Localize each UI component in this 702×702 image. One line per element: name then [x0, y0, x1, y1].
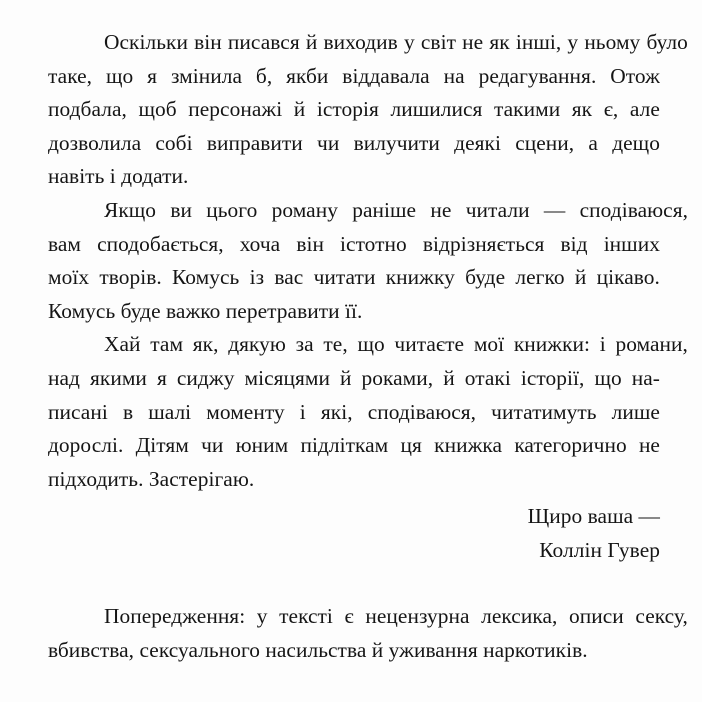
word: Дітям	[135, 433, 189, 458]
word: інших	[603, 231, 660, 256]
word: що	[357, 332, 385, 357]
word: як,	[192, 332, 219, 357]
word: вас	[274, 265, 304, 290]
text-line	[76, 26, 688, 60]
text-line	[76, 600, 688, 634]
text-line	[48, 228, 660, 262]
word: такими	[493, 97, 561, 122]
word: цього	[206, 197, 258, 222]
word: читати	[313, 265, 376, 290]
word: як	[489, 30, 510, 54]
word: —	[543, 197, 566, 222]
word: від	[560, 231, 588, 256]
word: підліткам	[300, 433, 389, 458]
word: він	[296, 231, 324, 256]
text-line	[48, 396, 660, 430]
text-line	[48, 429, 660, 463]
word: світ	[420, 30, 456, 54]
word: ця	[400, 433, 422, 458]
text-line	[76, 328, 688, 362]
text-line	[48, 127, 660, 161]
text-line	[48, 261, 660, 295]
word: легко	[515, 265, 565, 290]
text-line	[48, 60, 660, 94]
word: б,	[255, 63, 273, 88]
word: те,	[323, 332, 348, 357]
word: романи,	[615, 332, 688, 357]
word: сподіваюся,	[579, 197, 688, 222]
word: нецензурна	[365, 604, 470, 628]
word: деякі	[454, 130, 501, 155]
word: у	[567, 30, 579, 54]
word: інші,	[515, 30, 562, 54]
word: є,	[603, 97, 619, 122]
word: в	[122, 399, 134, 424]
word: чи	[201, 433, 224, 458]
paragraph	[48, 194, 688, 328]
signature-author-name: Коллін Гувер	[539, 537, 660, 562]
word: відрізняється	[422, 231, 545, 256]
word: із	[249, 265, 265, 290]
word: юним	[235, 433, 289, 458]
word: читаєте	[394, 332, 465, 357]
word: буде	[465, 265, 506, 290]
word: вилучити	[353, 130, 440, 155]
word: описи	[569, 604, 624, 628]
word: писався	[227, 30, 300, 54]
word: книжки:	[513, 332, 591, 357]
word: він	[194, 30, 222, 54]
paragraph	[48, 600, 688, 667]
word: Попередження:	[104, 604, 246, 628]
word: дорослі.	[48, 433, 124, 458]
word: було	[646, 30, 688, 54]
paragraph	[48, 26, 688, 194]
word: історії,	[520, 365, 585, 390]
word: змінила	[170, 63, 242, 88]
word: хоча	[239, 231, 281, 256]
word: роману	[271, 197, 338, 222]
text-line: Комусь буде важко перетравити її.	[48, 298, 363, 323]
authors-note-body	[48, 26, 688, 496]
word: що	[105, 63, 134, 88]
signature-block	[48, 500, 660, 567]
word: читали	[465, 197, 530, 222]
word: не	[462, 30, 484, 54]
text-line	[48, 93, 660, 127]
word: виходив	[323, 30, 398, 54]
word: чи	[317, 130, 340, 155]
word: й	[293, 97, 306, 122]
word: над	[48, 365, 80, 390]
word: читатимуть	[491, 399, 597, 424]
word: дозволила	[48, 130, 142, 155]
paragraph	[48, 328, 688, 496]
word: таке,	[48, 63, 93, 88]
word: персонажі	[188, 97, 283, 122]
word: сексу,	[635, 604, 688, 628]
word: ньому	[584, 30, 641, 54]
word: раніше	[352, 197, 417, 222]
word: сподобається,	[97, 231, 224, 256]
word: книжку	[385, 265, 455, 290]
word: але	[629, 97, 660, 122]
word: вам	[48, 231, 81, 256]
text-line: підходить. Застерігаю.	[48, 466, 255, 491]
text-line: навіть і додати.	[48, 164, 189, 189]
word: і	[299, 399, 306, 424]
word: лексика,	[481, 604, 558, 628]
word: писані	[48, 399, 108, 424]
word: моїх	[48, 265, 90, 290]
text-line	[76, 194, 688, 228]
word: сцени,	[515, 130, 575, 155]
word: редагування.	[478, 63, 597, 88]
word: дещо	[612, 130, 660, 155]
word: не	[638, 433, 660, 458]
word: які,	[320, 399, 353, 424]
word: за	[295, 332, 314, 357]
word: і	[599, 332, 606, 357]
word: у	[256, 604, 268, 628]
word: моменту	[206, 399, 285, 424]
text-line: вбивства, сексуального насильства й уживання наркотиків.	[48, 637, 588, 662]
word: сподіваюся,	[367, 399, 477, 424]
word: й	[305, 30, 318, 54]
word: Комусь	[172, 265, 240, 290]
word: й	[574, 265, 587, 290]
word: творів.	[99, 265, 162, 290]
word: роками,	[361, 365, 434, 390]
content-warning-block	[48, 600, 688, 667]
word: й	[443, 365, 455, 390]
word: категорично	[514, 433, 627, 458]
word: як	[571, 97, 593, 122]
word: є	[344, 604, 354, 628]
signature-closing: Щиро ваша —	[527, 504, 660, 528]
word: Отож	[610, 63, 660, 88]
word: якби	[286, 63, 329, 88]
word: дякую	[228, 332, 286, 357]
word: шалі	[148, 399, 192, 424]
word: лише	[611, 399, 660, 424]
word: віддавала	[342, 63, 430, 88]
word: ви	[170, 197, 192, 222]
word: я	[156, 365, 167, 390]
word: Оскільки	[104, 30, 188, 54]
word: подбала,	[48, 97, 127, 122]
word: отакі	[464, 365, 511, 390]
word: там	[150, 332, 184, 357]
word: не	[430, 197, 452, 222]
word: тексті	[279, 604, 333, 628]
word: Якщо	[104, 197, 157, 222]
word: на	[443, 63, 465, 88]
word: а	[588, 130, 598, 155]
word: сиджу	[176, 365, 235, 390]
word: що	[594, 365, 622, 390]
word: у	[403, 30, 415, 54]
word: місяцями	[244, 365, 330, 390]
word: виправити	[206, 130, 303, 155]
text-line	[48, 362, 660, 396]
word: щоб	[138, 97, 177, 122]
word: цікаво.	[596, 265, 660, 290]
word: лишилися	[390, 97, 483, 122]
word: істотно	[340, 231, 407, 256]
word: собі	[155, 130, 193, 155]
word: Хай	[104, 332, 141, 357]
word: історія	[316, 97, 379, 122]
word: книжка	[434, 433, 503, 458]
word: мої	[473, 332, 505, 357]
word: якими	[90, 365, 147, 390]
word: й	[340, 365, 352, 390]
word: на-	[631, 365, 660, 390]
word: я	[147, 63, 158, 88]
